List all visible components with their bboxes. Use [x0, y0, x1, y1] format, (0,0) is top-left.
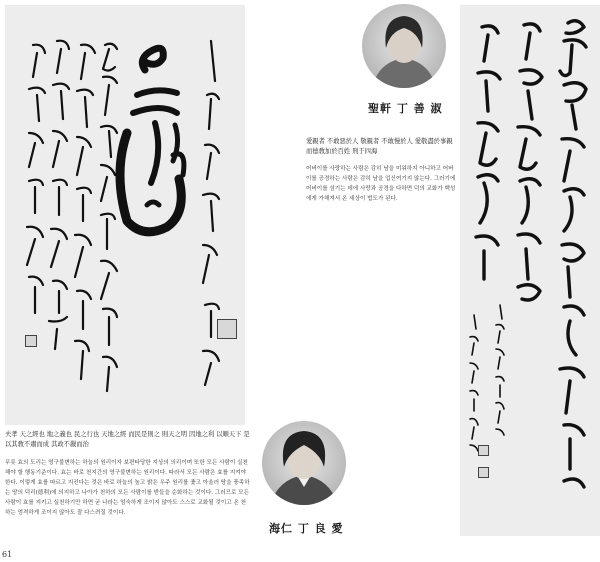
- portrait-figure: [262, 421, 346, 505]
- calligraphy-artwork-left: [5, 5, 245, 425]
- page-number: 61: [2, 550, 13, 559]
- artist-name-top: 聖軒 丁 善 淑: [368, 102, 443, 115]
- seal-stamp-small: [25, 335, 37, 347]
- running-script-columns: [5, 5, 245, 425]
- cursive-script-columns: [460, 5, 600, 536]
- artist-name-bottom: 海仁 丁 良 愛: [269, 522, 344, 535]
- artist-portrait-top: [362, 4, 446, 88]
- original-text-hanja-top: 愛親者 不敢惡於人 敬親者 不敢慢於人 愛敬盡於事親 而德敎加於百姓 刑于四海: [306, 138, 453, 155]
- seal-stamp: [478, 445, 489, 456]
- calligraphy-artwork-right: [460, 5, 600, 536]
- artist-portrait-bottom: [262, 421, 346, 505]
- portrait-figure: [362, 4, 446, 88]
- korean-translation-bottom: 무릇 효의 도리는 영구불변하는 하늘의 원리이자 보편타당한 지상의 의리이며 또한 모든 사람이 실천해야 할 행동기준이다. 효는 바로 천지간의 영구불변하는 원리이다. 따라서 모든 사람은 효를 지켜야 한다. 이렇게 효를 따르고 지킨다는 것은 바로 하늘의 높고 밝은 우주 원리를 좇고 아울러 땅을 풍족하는 땅의 덕리(德利)에 의지하고 나아가 천하의 모든 사람이를 받들을 순화하는 것이다. 그러므로 모든 사람이 효를 지키고 실천하기만 하면 굳 나라는 엄숙하게 조이지 않아도 스스로 교화될 것이고 온 천하는 엄격하게 조이지 않아도 잘 다스려질 것이다.: [5, 460, 250, 516]
- seal-stamp: [217, 319, 237, 339]
- korean-translation-top: 어버이를 사랑하는 사람은 감히 남을 미워하지 아니하고 어버이를 공경하는 사람은 감히 남을 업신여기지 않는다. 그러기에 어버이를 섬기는 데에 사랑과 공경을 다하면 덕의 교화가 백성에게 가해져서 온 세상이 법도가 된다.: [306, 166, 456, 202]
- original-text-hanja-bottom: 夫孝 天之經也 地之義也 民之行也 天地之經 而民是則之 則天之明 因地之利 以順天下 是以其敎不肅而成 其政不嚴而治: [5, 431, 250, 448]
- seal-stamp-small: [478, 467, 489, 478]
